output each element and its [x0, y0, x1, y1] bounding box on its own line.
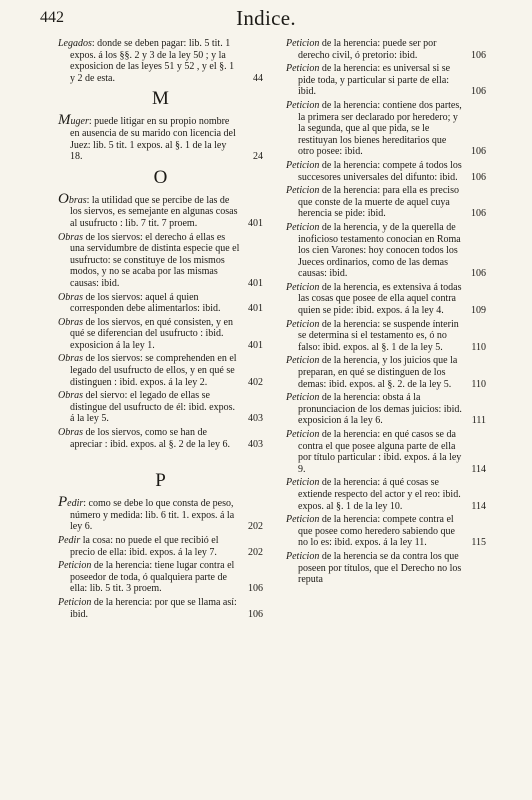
entry-text: de la herencia: puede ser por derecho civil, ó pretorio: ibid.	[298, 38, 437, 61]
index-entry	[58, 597, 263, 620]
entry-heading: Obras	[58, 316, 84, 328]
entry-heading: Peticion	[286, 221, 320, 233]
index-entry	[58, 427, 263, 450]
entry-heading: Peticion	[286, 429, 320, 440]
index-entry	[286, 185, 486, 220]
section-letter: O	[153, 166, 168, 188]
index-entry	[286, 514, 486, 549]
entry-text: de la herencia: compete á todos los succesores universales del difunto: ibid.	[298, 159, 462, 183]
page-reference: 403	[248, 413, 263, 425]
entry-heading: Obras	[58, 353, 84, 365]
entry-heading: Peticion	[286, 185, 320, 197]
index-entry	[286, 38, 486, 61]
page-reference: 106	[471, 86, 486, 98]
entry-heading: Peticion	[286, 159, 320, 171]
index-entry	[58, 190, 263, 230]
page-reference: 114	[471, 463, 486, 475]
entry-heading: Obras	[58, 291, 84, 303]
section-gap	[58, 452, 263, 466]
entry-text: : puede litigar en su propio nombre en ausencia de su marido con licencia del Juez: lib. 5 tit. 1 expos. al §. 1 de la ley 18.	[70, 116, 236, 163]
entry-heading: Peticion	[286, 477, 320, 489]
entry-heading: Peticion	[286, 550, 320, 562]
index-entry	[58, 112, 263, 163]
index-entry	[58, 535, 263, 558]
page-reference: 402	[248, 376, 263, 388]
entry-heading: Obras	[58, 190, 87, 207]
page-reference: 106	[471, 49, 486, 61]
index-entry	[286, 429, 486, 475]
index-entry	[286, 160, 486, 183]
entry-text: : como se debe lo que consta de peso, número y medida: lib. 6 tit. 1. expos. á la ley 6.	[70, 498, 235, 533]
page-reference: 401	[248, 339, 263, 351]
page-reference: 106	[248, 583, 263, 595]
page-reference: 44	[253, 72, 263, 84]
index-entry	[286, 63, 486, 98]
entry-text: de la herencia, y de la querella de inoficioso testamento conocian en Roma los cien Varones: hoy conocen todos los Jueces ordinarios, como de las demas causas: ibid.	[298, 221, 461, 280]
index-entry	[58, 292, 263, 315]
entry-initial: M	[58, 112, 71, 129]
entry-heading: Peticion	[286, 63, 320, 75]
page-reference: 115	[471, 537, 486, 549]
index-entry	[58, 390, 263, 425]
entry-heading: Obras	[58, 390, 84, 402]
entry-heading: Peticion	[286, 514, 320, 526]
index-entry	[286, 477, 486, 512]
entry-text: de la herencia: se suspende ínterin se determina si el testamento es, ó no falso: ibid. expos. al §. 1 de la ley 5.	[298, 318, 459, 353]
entry-heading: Obras	[58, 231, 84, 243]
index-entry	[286, 319, 486, 354]
entry-text: de la herencia: obsta á la pronunciacion de los demas juicios: ibid. exposicion á la ley 6.	[298, 392, 462, 427]
entry-text: de la herencia se da contra los que poseen por títulos, que el Derecho no los reputa	[298, 550, 462, 586]
entry-text: de la herencia, es extensiva á todas las cosas que posee de ella aquel contra quien se pide: ibid. expos. á la ley 4.	[298, 281, 462, 317]
index-entry	[286, 100, 486, 158]
index-entry	[58, 494, 263, 533]
entry-heading: Peticion	[58, 560, 92, 572]
page-reference: 106	[248, 608, 263, 620]
entry-heading: Muger	[58, 112, 89, 129]
page-reference: 109	[471, 305, 486, 317]
entry-heading: Peticion	[286, 318, 320, 330]
entry-text: de la herencia: contiene dos partes, la primera ser declarado por heredero; y la segunda, que al que pida, se le restituyan los bienes hereditarios que otro posee: ibid.	[298, 99, 462, 158]
entry-heading: Obras	[58, 427, 84, 439]
entry-text: de los siervos, como se han de apreciar : ibid. expos. al §. 2 de la ley 6.	[70, 427, 230, 450]
section-letter: M	[152, 88, 169, 110]
page-reference: 202	[248, 546, 263, 558]
entry-text: del siervo: el legado de ellas se distingue del usufructo de él: ibid. expos. á la ley 5.	[70, 390, 235, 425]
page-reference: 106	[471, 208, 486, 220]
entry-text: : donde se deben pagar: lib. 5 tit. 1 expos. á los §§. 2 y 3 de la ley 50 ; y la exposicion de las leyes 51 y 52 , y el §. 1 y 2 de esta.	[70, 38, 235, 84]
page-reference: 106	[471, 171, 486, 183]
entry-text: de la herencia: para ella es preciso que conste de la muerte de aquel cuya herencia se pide: ibid.	[298, 185, 459, 220]
page-reference: 114	[471, 500, 486, 512]
page-reference: 401	[248, 277, 263, 289]
page-reference: 110	[471, 378, 486, 390]
entry-heading: Peticion	[58, 596, 92, 608]
index-entry	[58, 317, 263, 352]
page-reference: 110	[471, 341, 486, 353]
index-entry	[58, 38, 263, 84]
page-reference: 106	[471, 146, 486, 158]
index-entry	[58, 353, 263, 388]
entry-heading: Peticion	[286, 355, 320, 367]
index-entry	[286, 282, 486, 317]
entry-text: de la herencia: tiene lugar contra el poseedor de toda, ó qualquiera parte de ella: lib. 5 tit. 3 proem.	[70, 560, 235, 595]
entry-heading: Pedir	[58, 535, 81, 546]
entry-heading: Peticion	[286, 392, 320, 404]
index-entry	[286, 355, 486, 390]
entry-text: de la herencia: en qué casos se da contra el que posee alguna parte de ella por título particular : ibid. expos. á la ley 9.	[298, 429, 462, 475]
entry-text: de la herencia: á qué cosas se extiende respecto del actor y el reo: ibid. expos. al §. 1 de la ley 10.	[298, 477, 461, 512]
entry-text: la cosa: no puede el que recibió el precio de ella: ibid. expos. á la ley 7.	[70, 535, 219, 558]
section-letter: P	[155, 470, 166, 492]
entry-text: de los siervos: aquel á quien corresponden debe alimentarlos: ibid.	[70, 291, 221, 315]
index-entry	[58, 560, 263, 595]
entry-text: : la utilidad que se percibe de las de los siervos, es semejante en algunas cosas al usufructo : lib. 7 tit. 7 proem.	[70, 194, 238, 229]
entry-heading: Pedir	[58, 494, 84, 511]
index-entry	[286, 551, 486, 586]
entry-heading: Peticion	[286, 281, 320, 293]
index-entry	[286, 392, 486, 427]
entry-initial: O	[58, 190, 69, 207]
page-reference: 111	[471, 415, 486, 427]
entry-text: de la herencia: por que se llama así: ibid.	[70, 596, 237, 620]
page-reference: 401	[248, 217, 263, 229]
page-reference: 106	[471, 268, 486, 280]
entry-heading: Peticion	[286, 99, 320, 111]
page-reference: 24	[253, 151, 263, 163]
entry-text: de los siervos: el derecho á ellas es una servidumbre de distinta especie que el usufructo: se constituye de los mismos modos, y no se acaba por las mismas causas: ibid.	[70, 231, 240, 289]
page-reference: 401	[248, 303, 263, 315]
entry-text: de los siervos, en qué consisten, y en qué se diferencian del usufructo : ibid. exposicion á la ley 1.	[70, 316, 233, 351]
entry-text: de la herencia: compete contra el que posee como heredero sabiendo que no lo es: ibid. expos. á la ley 11.	[298, 514, 455, 549]
page-title: Indice.	[236, 6, 296, 30]
entry-text: de la herencia: es universal si se pide toda, y particular si parte de ella: ibid.	[298, 63, 451, 98]
index-entry	[286, 222, 486, 280]
left-column	[58, 38, 263, 622]
entry-heading: Legados	[58, 38, 92, 49]
page-reference: 202	[248, 521, 263, 533]
entry-initial: P	[58, 494, 68, 511]
page-number: 442	[40, 9, 64, 26]
entry-text: de la herencia, y los juicios que la preparan, en qué se distinguen de los demas: ibid. expos. al §. 2. de la ley 5.	[298, 355, 458, 390]
entry-heading: Peticion	[286, 38, 320, 49]
right-column	[286, 38, 486, 588]
entry-text: de los siervos: se comprehenden en el legado del usufructo de ellos, y en qué se distinguen : ibid. expos. á la ley 2.	[70, 353, 237, 388]
page-reference: 403	[248, 438, 263, 450]
index-entry	[58, 232, 263, 290]
